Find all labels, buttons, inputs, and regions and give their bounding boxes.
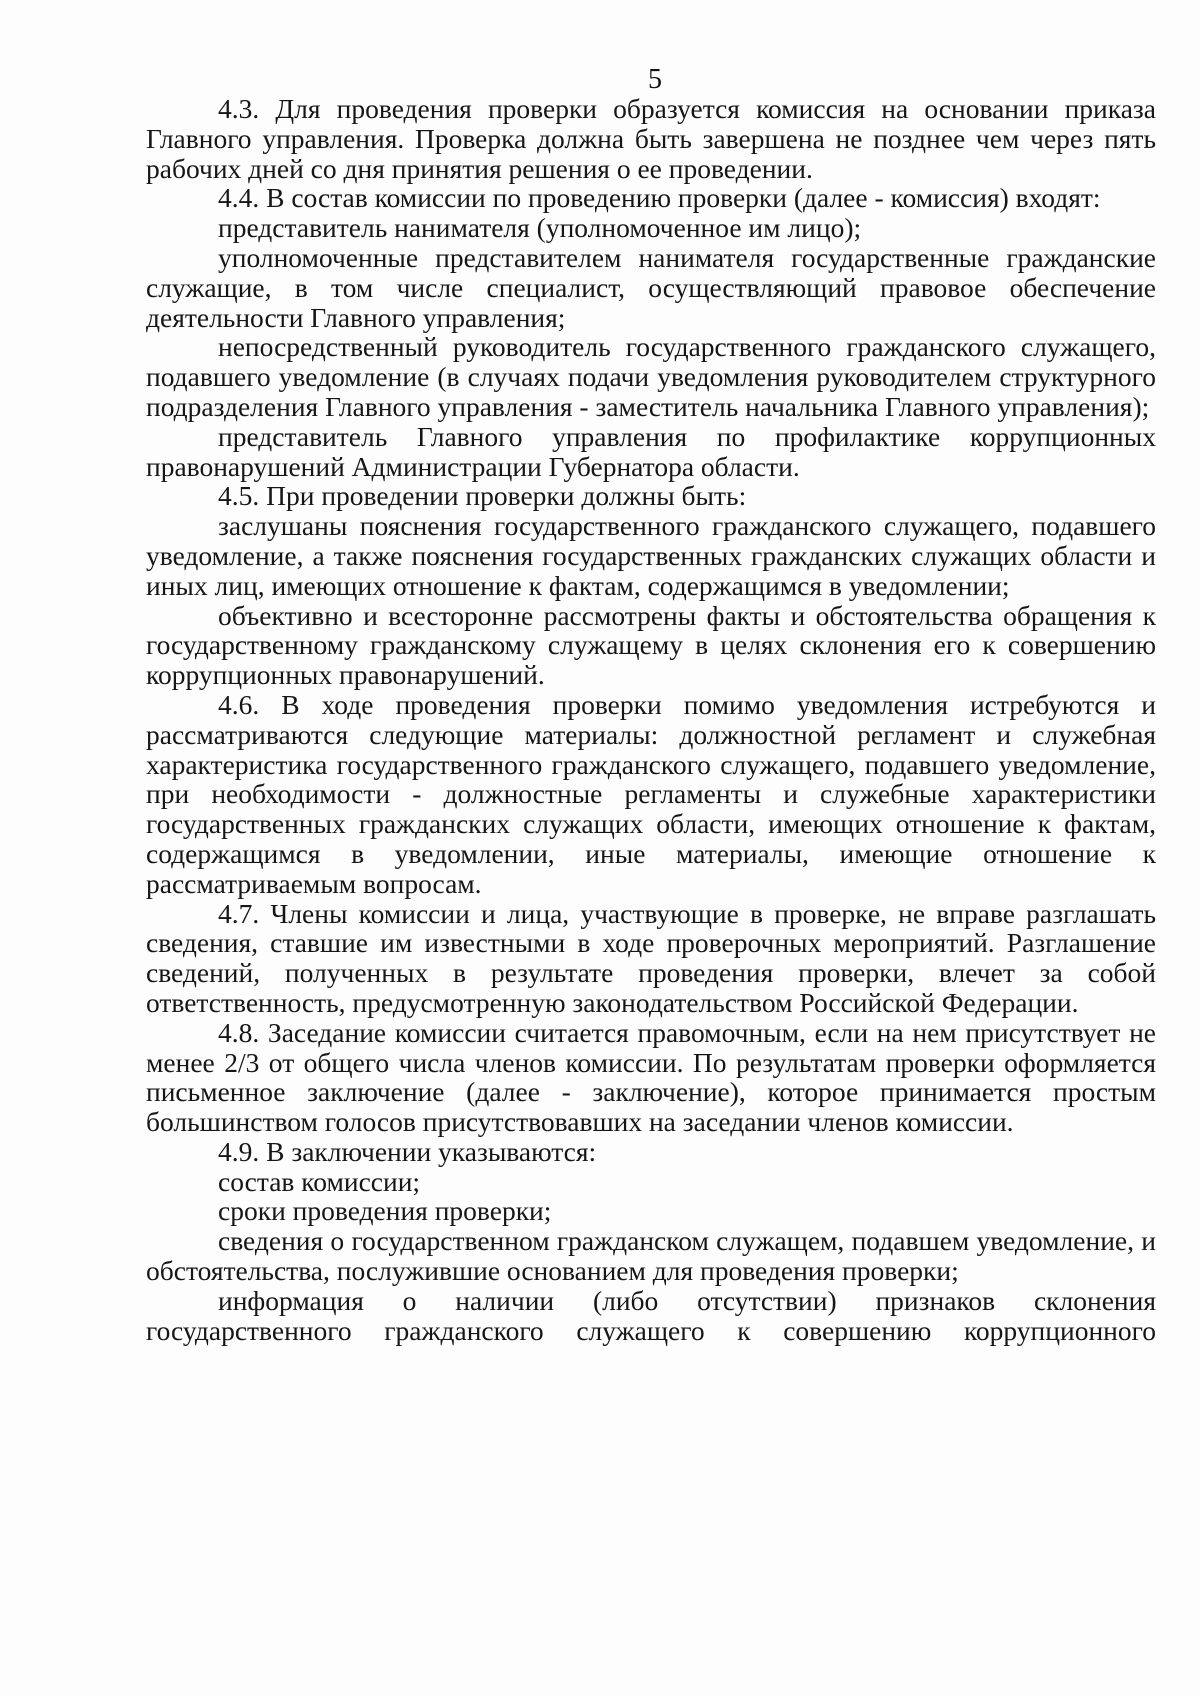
paragraph-conclusion-inducement-info: информация о наличии (либо отсутствии) признаков склонения государственного гражданского служащего к совершению коррупционного (146, 1284, 1156, 1346)
paragraph-4-3: 4.3. Для проведения проверки образуется комиссия на основании приказа Главного управления. Проверка должна быть завершена не позднее чем через пять рабочих дней со дня принятия решения о ее проведении. (146, 93, 1156, 184)
paragraph-4-8: 4.8. Заседание комиссии считается правомочным, если на нем присутствует не менее 2/3 от общего числа членов комиссии. По результатам проверки оформляется письменное заключение (далее - заключение), которое принимается простым большинством голосов присутствовавших на заседании членов комиссии. (146, 1016, 1156, 1138)
paragraph-4-5: 4.5. При проведении проверки должны быть: (218, 480, 747, 512)
page-number: 5 (648, 64, 662, 95)
paragraph-commission-member-employer-rep: представитель нанимателя (уполномоченное им лицо); (218, 212, 862, 244)
paragraph-commission-member-anticorruption-rep: представитель Главного управления по профилактике коррупционных правонарушений Администрации Губернатора области. (146, 420, 1156, 482)
paragraph-check-facts-review: объективно и всесторонне рассмотрены факты и обстоятельства обращения к государственному гражданскому служащему в целях склонения его к совершению коррупционных правонарушений. (146, 599, 1156, 691)
document-body (146, 94, 1156, 1345)
paragraph-commission-member-authorized-servants: уполномоченные представителем нанимателя государственные гражданские служащие, в том числе специалист, осуществляющий правовое обеспечение деятельности Главного управления; (146, 241, 1156, 333)
paragraph-conclusion-servant-info: сведения о государственном гражданском служащем, подавшем уведомление, и обстоятельства, послужившие основанием для проведения проверки; (146, 1225, 1156, 1287)
paragraph-4-9: 4.9. В заключении указываются: (218, 1135, 597, 1167)
paragraph-check-explanations: заслушаны пояснения государственного гражданского служащего, подавшего уведомление, а также пояснения государственных гражданских служащих области и иных лиц, имеющих отношение к фактам, содержащимся в уведомлении; (146, 510, 1156, 601)
paragraph-conclusion-commission-composition: состав комиссии; (218, 1165, 421, 1197)
paragraph-4-4: 4.4. В состав комиссии по проведению проверки (далее - комиссия) входят: (218, 182, 1101, 214)
paragraph-4-6: 4.6. В ходе проведения проверки помимо уведомления истребуются и рассматриваются следующие материалы: должностной регламент и служебная характеристика государственного гражданского служащего, подавшего уведомление, при необходимости - должностные регламенты и служебные характеристики государственных гражданских служащих области, имеющих отношение к фактам, содержащимся в уведомлении, иные материалы, имеющие отношение к рассматриваемым вопросам. (146, 688, 1156, 899)
paragraph-4-7: 4.7. Члены комиссии и лица, участвующие в проверке, не вправе разглашать сведения, ставшие им известными в ходе проверочных мероприятий. Разглашение сведений, полученных в результате проведения проверки, влечет за собой ответственность, предусмотренную законодательством Российской Федерации. (146, 897, 1156, 1018)
paragraph-conclusion-check-dates: сроки проведения проверки; (218, 1195, 552, 1227)
paragraph-commission-member-direct-supervisor: непосредственный руководитель государственного гражданского служащего, подавшего уведомление (в случаях подачи уведомления руководителем структурного подразделения Главного управления - заместитель начальника Главного управления); (146, 331, 1156, 422)
